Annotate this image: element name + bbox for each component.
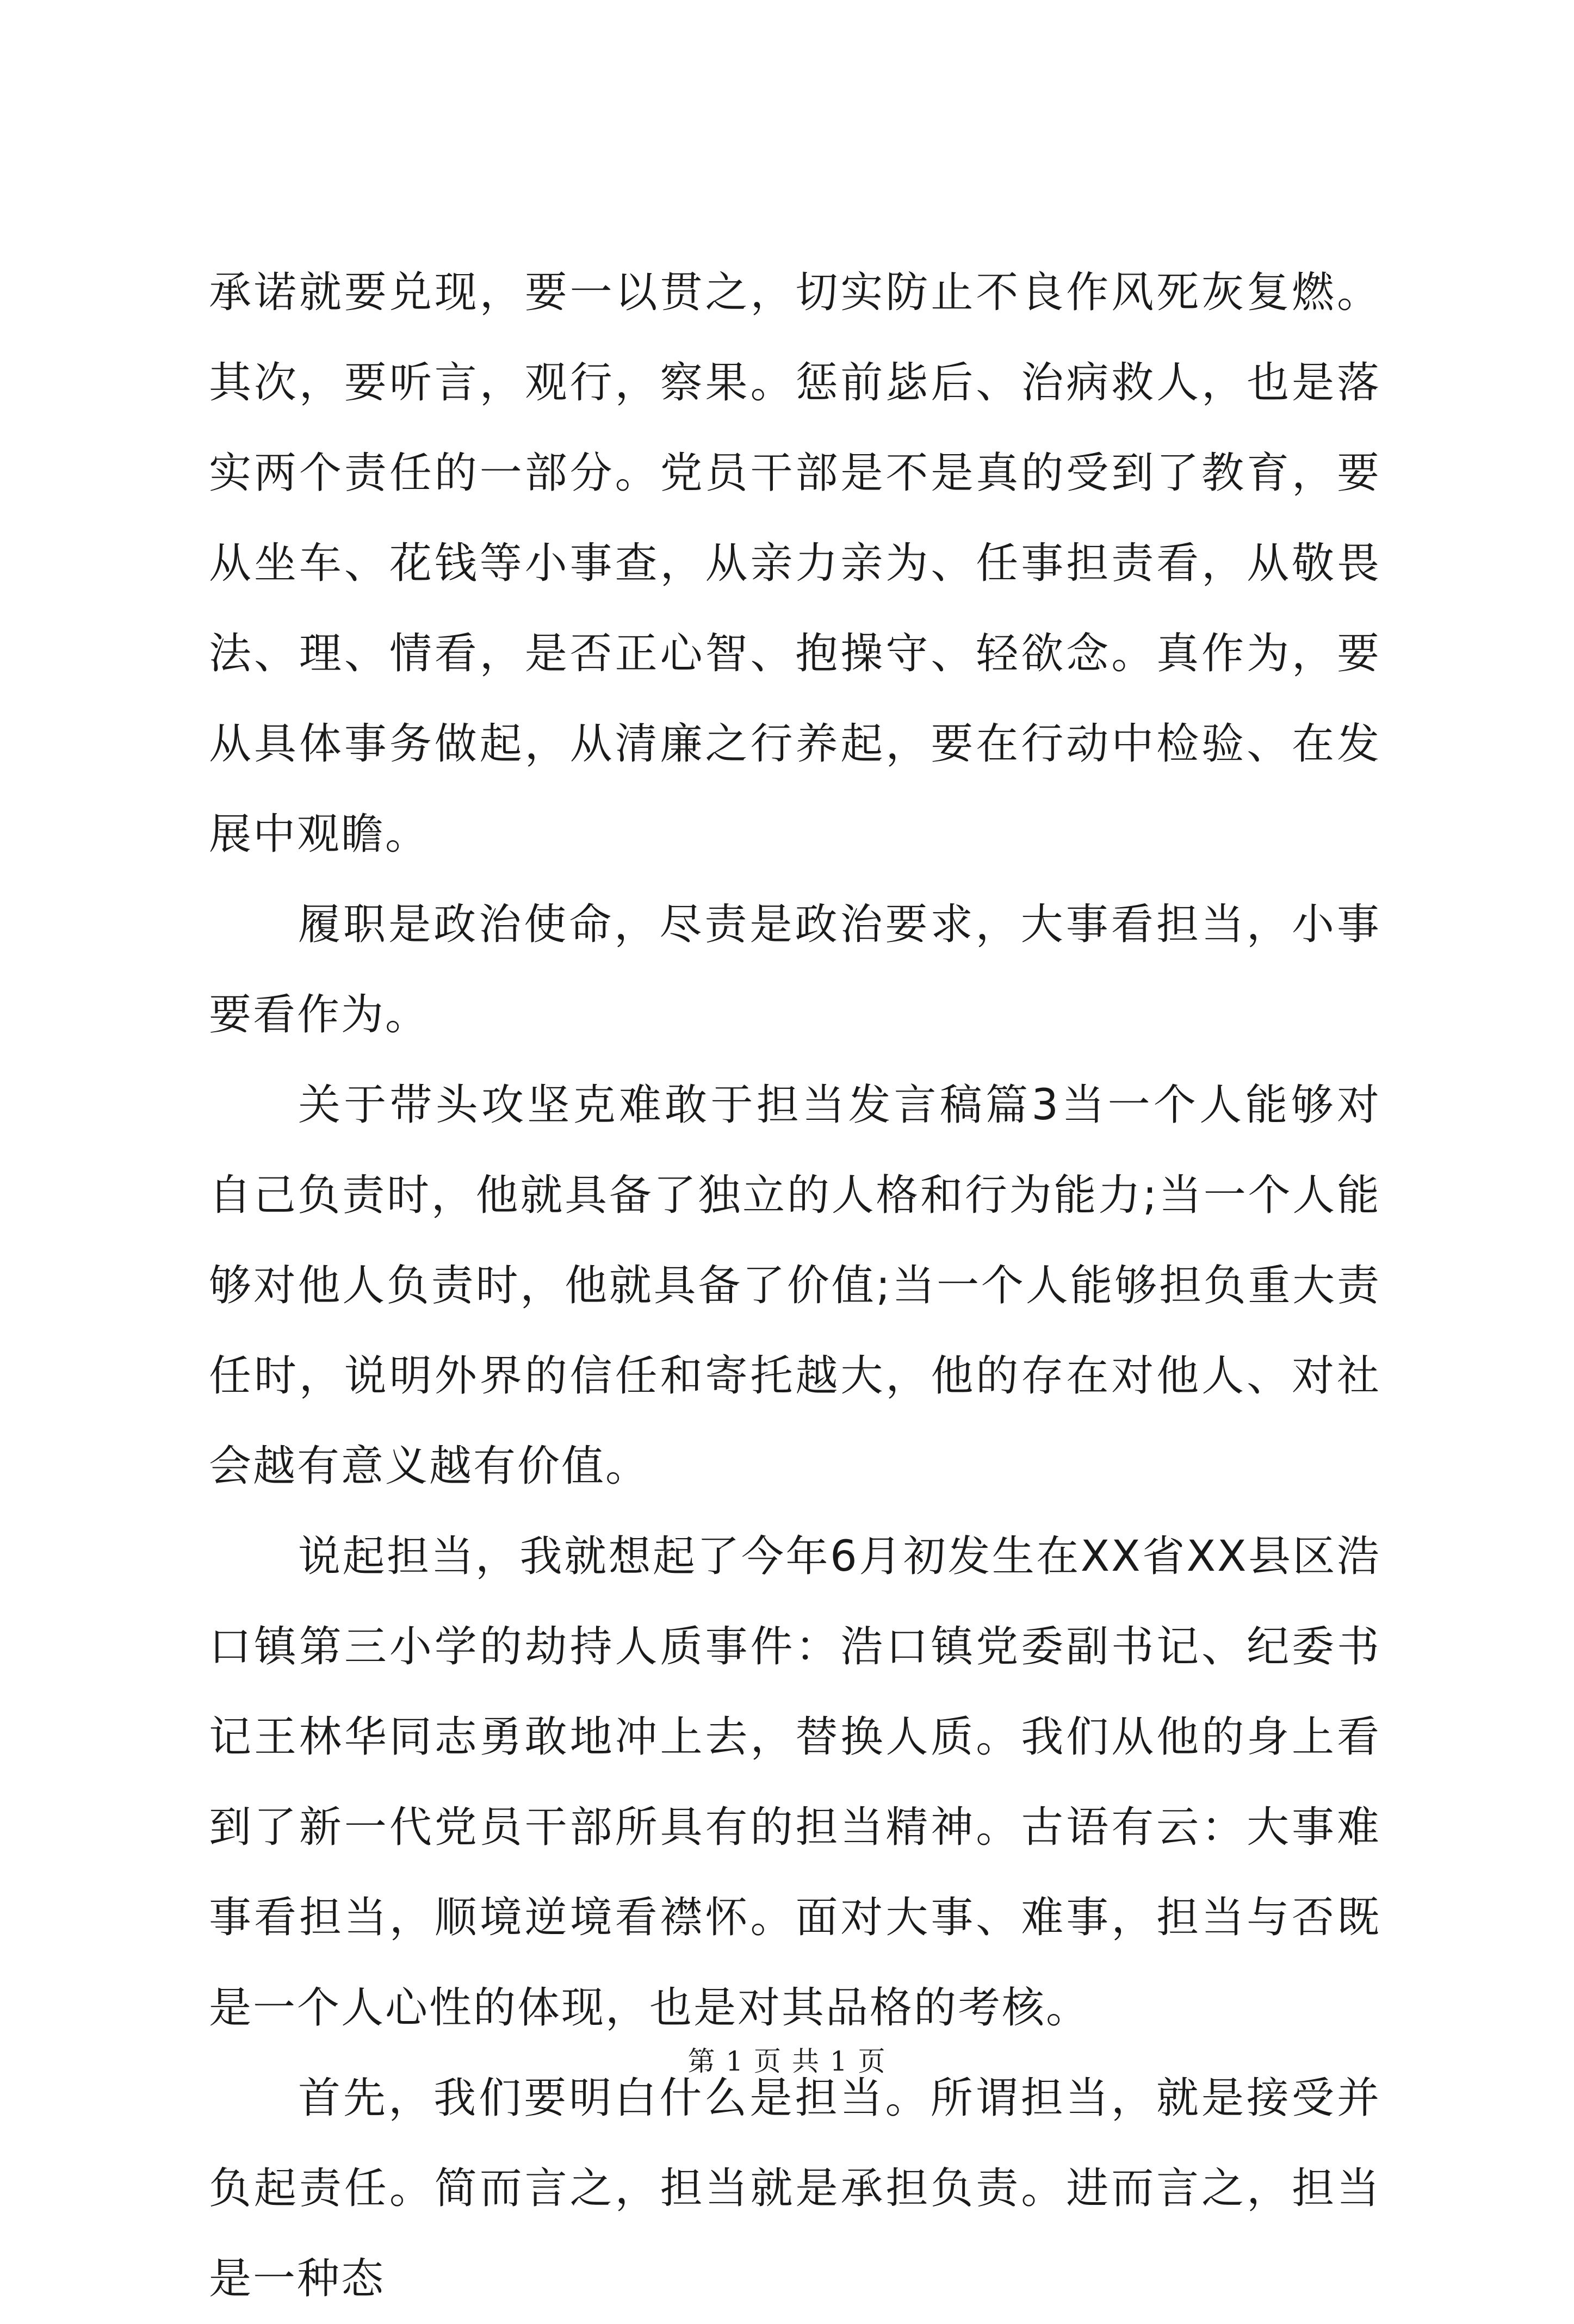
paragraph-3: 关于带头攻坚克难敢于担当发言稿篇3当一个人能够对自己负责时，他就具备了独立的人格和行为能力;当一个人能够对他人负责时，他就具备了价值;当一个人能够担负重大责任时，说明外界的信任和寄托越大，他的存在对他人、对社会越有意义越有价值。 (209, 1081, 1381, 1491)
document-body (209, 247, 1381, 2324)
paragraph-1: 承诺就要兑现，要一以贯之，切实防止不良作风死灰复燃。其次，要听言，观行，察果。惩前毖后、治病救人，也是落实两个责任的一部分。党员干部是不是真的受到了教育，要从坐车、花钱等小事查，从亲力亲为、任事担责看，从敬畏法、理、情看，是否正心智、抱操守、轻欲念。真作为，要从具体事务做起，从清廉之行养起，要在行动中检验、在发展中观瞻。 (209, 268, 1381, 859)
page-number-footer: 第 1 页 共 1 页 (687, 2046, 887, 2077)
paragraph-5: 首先，我们要明白什么是担当。所谓担当，就是接受并负起责任。简而言之，担当就是承担负责。进而言之，担当是一种态 (209, 2074, 1381, 2303)
paragraph-2: 履职是政治使命，尽责是政治要求，大事看担当，小事要看作为。 (209, 900, 1381, 1039)
paragraph-4: 说起担当，我就想起了今年6月初发生在XX省XX县区浩口镇第三小学的劫持人质事件：浩口镇党委副书记、纪委书记王林华同志勇敢地冲上去，替换人质。我们从他的身上看到了新一代党员干部所具有的担当精神。古语有云：大事难事看担当，顺境逆境看襟怀。面对大事、难事，担当与否既是一个人心性的体现，也是对其品格的考核。 (209, 1532, 1381, 2032)
